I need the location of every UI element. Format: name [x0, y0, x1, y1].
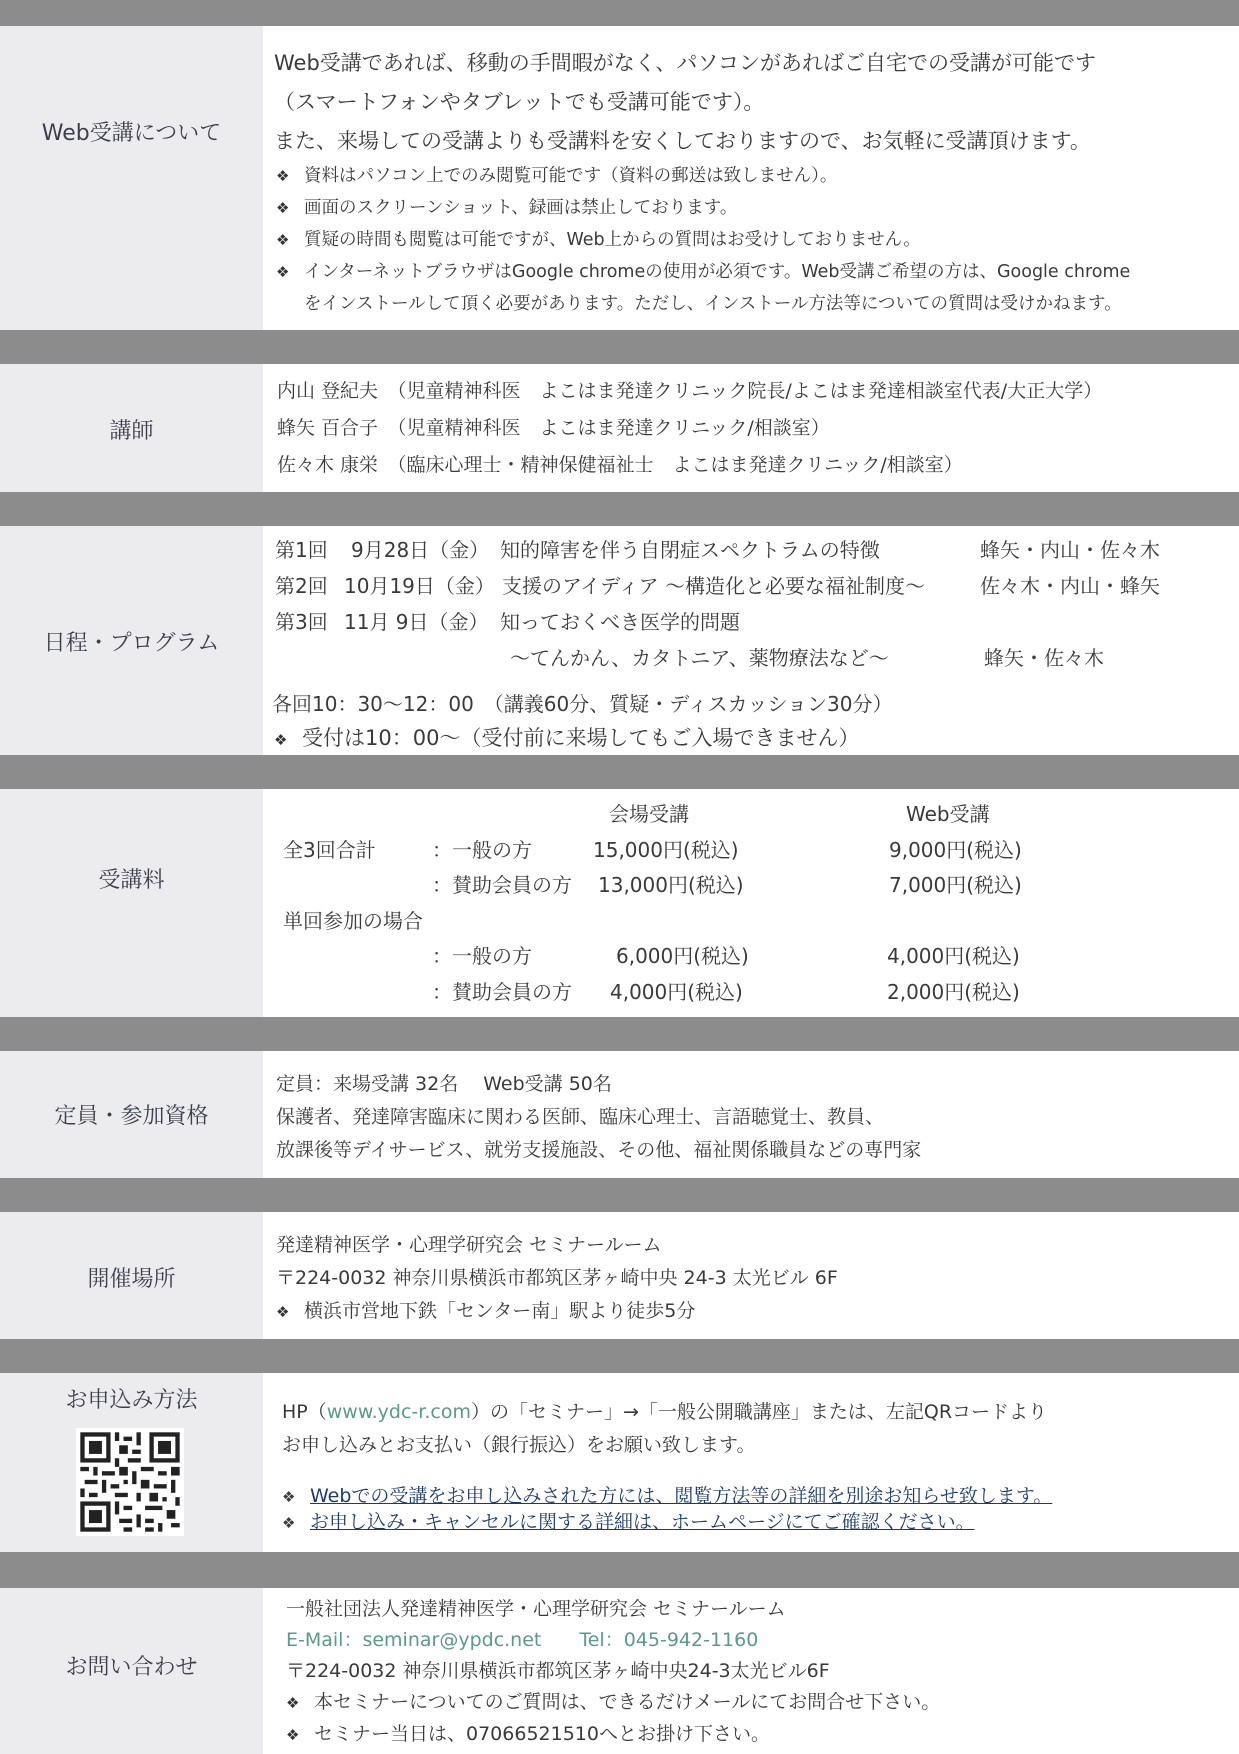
fee-value: 9,000円(税込)	[889, 838, 1022, 862]
apply-body	[282, 1396, 1047, 1462]
apply-line-1	[282, 1396, 1047, 1429]
reception-note: ❖ 受付は10：00～（受付前に来場してもご入場できません）	[274, 722, 859, 752]
venue-name: 発達精神医学・心理学研究会 セミナールーム	[276, 1234, 662, 1256]
lecturer-item: 蜂矢 百合子 （児童精神科医 よこはま発達クリニック/相談室）	[277, 417, 830, 439]
web-line-3: また、来場しての受講よりも受講料を安くしておりますので、お気軽に受講頂けます。	[274, 129, 1091, 153]
contact-note: ❖ 本セミナーについてのご質問は、できるだけメールにてお問合せ下さい。	[286, 1687, 940, 1719]
web-notes	[276, 160, 1130, 320]
separator-bar	[0, 1017, 1239, 1051]
capacity-body	[276, 1068, 921, 1167]
contact-body	[286, 1594, 940, 1751]
fees-general-label: ：一般の方	[432, 944, 532, 968]
session-topic: 支援のアイディア ～構造化と必要な福祉制度～	[502, 574, 925, 598]
diamond-bullet-icon: ❖	[282, 1514, 296, 1532]
hp-suffix: ）の「セミナー」→「一般公開職講座」または、左記QRコードより	[470, 1401, 1048, 1423]
fee-value: 15,000円(税込)	[593, 838, 739, 862]
session-topic: 知っておくべき医学的問題	[500, 610, 740, 634]
fees-member-label: ：賛助会員の方	[432, 980, 572, 1004]
fees-col-venue: 会場受講	[609, 802, 689, 826]
fees-section-title: 受講料	[98, 868, 165, 893]
fees-section-label	[0, 789, 263, 1017]
venue-section-title: 開催場所	[87, 1267, 176, 1292]
capacity-section-label	[0, 1051, 263, 1178]
contact-org: 一般社団法人発達精神医学・心理学研究会 セミナールーム	[286, 1598, 786, 1620]
fees-all3-label: 全3回合計	[283, 838, 376, 862]
lecturer-item: 佐々木 康栄 （臨床心理士・精神保健福祉士 よこはま発達クリニック/相談室）	[277, 454, 963, 476]
hp-url-link[interactable]: www.ydc-r.com	[326, 1401, 471, 1423]
fee-value: 6,000円(税込)	[616, 944, 749, 968]
capacity-line: 定員：来場受講 32名 Web受講 50名	[276, 1073, 612, 1095]
session-date: 11月 9日（金）	[344, 610, 489, 634]
web-note: ❖ 画面のスクリーンショット、録画は禁止しております。	[276, 192, 1130, 224]
fee-value: 4,000円(税込)	[887, 944, 1020, 968]
venue-body	[276, 1229, 838, 1329]
diamond-bullet-icon: ❖	[282, 1488, 296, 1506]
fees-single-label: 単回参加の場合	[283, 909, 423, 933]
contact-address: 〒224-0032 神奈川県横浜市都筑区茅ヶ崎中央24-3太光ビル6F	[286, 1660, 830, 1682]
fee-value: 4,000円(税込)	[610, 980, 743, 1004]
session-number: 第2回	[275, 574, 328, 598]
web-section-label	[0, 26, 263, 330]
contact-note: ❖ セミナー当日は、07066521510へとお掛け下さい。	[286, 1719, 940, 1751]
apply-link-item	[282, 1484, 1052, 1510]
web-note: ❖ インターネットブラウザはGoogle chromeの使用が必須です。Web受講ご希望の方は、Google chrome	[276, 256, 1130, 288]
web-line-1: Web受講であれば、移動の手間暇がなく、パソコンがあればご自宅での受講が可能です	[274, 51, 1096, 75]
fees-general-label: ：一般の方	[432, 838, 532, 862]
separator-bar	[0, 0, 1239, 26]
separator-bar	[0, 1178, 1239, 1212]
apply-line-2: お申し込みとお支払い（銀行振込）をお願い致します。	[282, 1434, 756, 1456]
contact-email-tel-row	[286, 1625, 940, 1656]
capacity-section-title: 定員・参加資格	[54, 1104, 209, 1129]
web-section-title: Web受講について	[41, 121, 222, 146]
venue-section-label	[0, 1212, 263, 1339]
lecturer-item: 内山 登紀夫 （児童精神科医 よこはま発達クリニック院長/よこはま発達相談室代表/大正大学）	[277, 380, 1103, 402]
contact-section-label	[0, 1588, 263, 1754]
web-note: ❖ 資料はパソコン上でのみ閲覧可能です（資料の郵送は致しません）。	[276, 160, 1130, 192]
session-time: 各回10：30～12：00 （講義60分、質疑・ディスカッション30分）	[272, 692, 893, 716]
web-course-info-link[interactable]: Webでの受講をお申し込みされた方には、閲覧方法等の詳細を別途お知らせ致します。	[310, 1485, 1053, 1507]
session-speakers: 蜂矢・内山・佐々木	[980, 538, 1160, 562]
fee-value: 2,000円(税込)	[887, 980, 1020, 1004]
fee-value: 13,000円(税込)	[598, 873, 744, 897]
schedule-section-title: 日程・プログラム	[43, 631, 220, 656]
lecturers-list	[277, 373, 1102, 484]
contact-tel[interactable]: Tel：045-942-1160	[579, 1629, 759, 1651]
venue-address: 〒224-0032 神奈川県横浜市都筑区茅ヶ崎中央 24-3 太光ビル 6F	[276, 1267, 838, 1289]
separator-bar	[0, 755, 1239, 789]
capacity-line: 放課後等デイサービス、就労支援施設、その他、福祉関係職員などの専門家	[276, 1139, 922, 1161]
apply-link-item	[282, 1510, 1052, 1536]
separator-bar	[0, 330, 1239, 364]
apply-section-title: お申込み方法	[65, 1388, 198, 1413]
session-speakers: 佐々木・内山・蜂矢	[980, 574, 1160, 598]
session-number: 第3回	[275, 610, 328, 634]
contact-section-title: お問い合わせ	[65, 1655, 198, 1680]
hp-prefix: HP（	[282, 1401, 327, 1423]
fees-col-web: Web受講	[906, 802, 990, 826]
session-date: 10月19日（金）	[344, 574, 495, 598]
session-topic: 知的障害を伴う自閉症スペクトラムの特徴	[500, 538, 880, 562]
separator-bar	[0, 492, 1239, 526]
session-date: 9月28日（金）	[351, 538, 490, 562]
web-note: ❖ 質疑の時間も閲覧は可能ですが、Web上からの質問はお受けしておりません。	[276, 224, 1130, 256]
cancellation-info-link[interactable]: お申し込み・キャンセルに関する詳細は、ホームページにてご確認ください。	[310, 1511, 975, 1533]
fees-member-label: ：賛助会員の方	[432, 873, 572, 897]
separator-bar	[0, 1339, 1239, 1373]
fee-value: 7,000円(税込)	[889, 873, 1022, 897]
separator-bar	[0, 1552, 1239, 1588]
venue-access: ❖ 横浜市営地下鉄「センター南」駅より徒歩5分	[276, 1295, 838, 1329]
web-section-body	[274, 44, 1096, 161]
capacity-line: 保護者、発達障害臨床に関わる医師、臨床心理士、言語聴覚士、教員、	[276, 1106, 885, 1128]
schedule-section-label	[0, 526, 263, 755]
web-note-continued: をインストールして頂く必要があります。ただし、インストール方法等についての質問は受けかねます。	[304, 294, 1122, 314]
session-speakers: 蜂矢・佐々木	[984, 646, 1104, 670]
session-topic-sub: ～てんかん、カタトニア、薬物療法など～	[510, 646, 889, 670]
qr-code-icon[interactable]	[76, 1428, 184, 1536]
contact-email[interactable]: E-Mail：seminar@ypdc.net	[286, 1629, 542, 1651]
session-number: 第1回	[275, 538, 328, 562]
lecturers-section-title: 講師	[109, 419, 154, 444]
apply-links	[282, 1484, 1052, 1536]
web-line-2: （スマートフォンやタブレットでも受講可能です）。	[274, 90, 765, 114]
lecturers-section-label	[0, 364, 263, 492]
